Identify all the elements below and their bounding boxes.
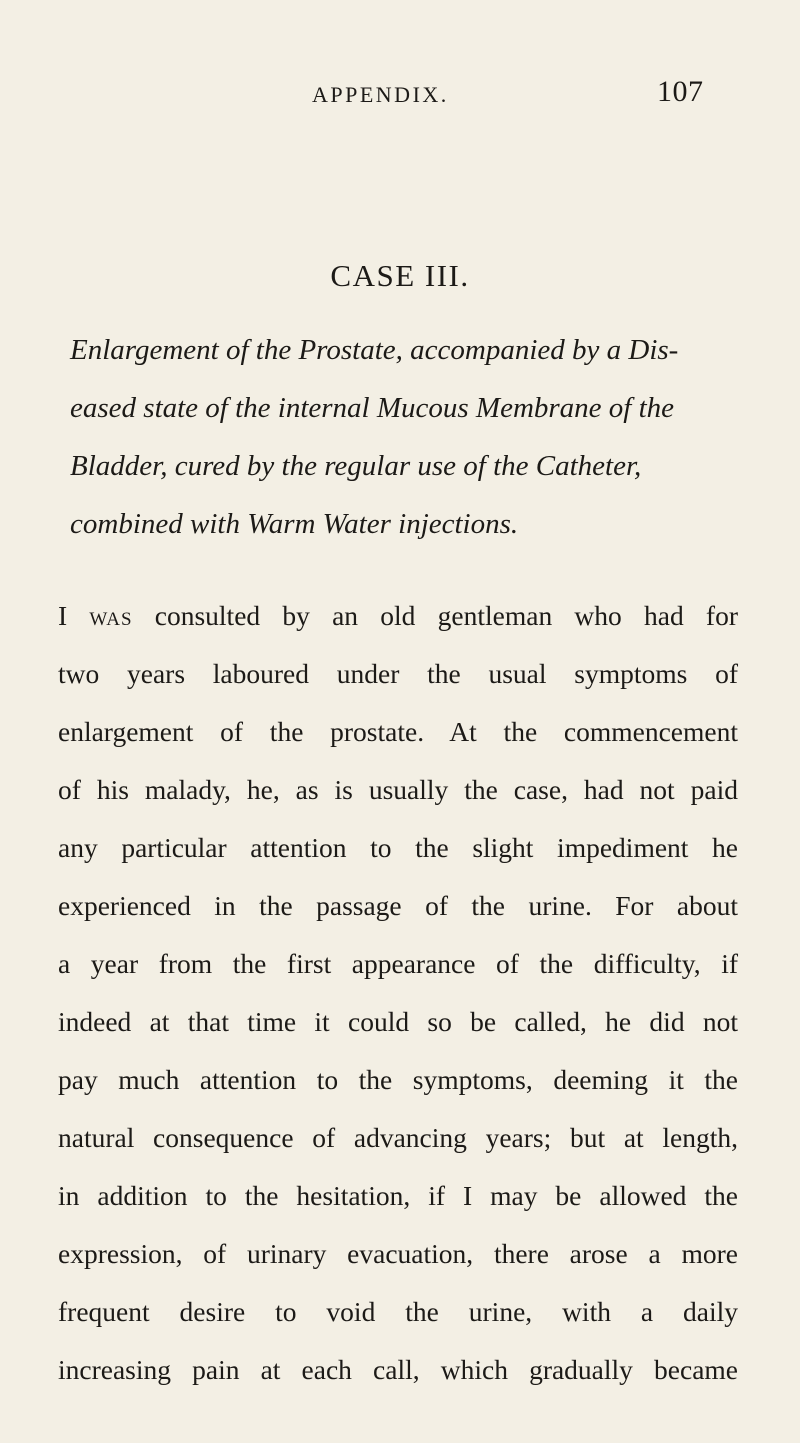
body-line: experienced in the passage of the urine. For about: [58, 890, 738, 921]
small-caps-word: was: [89, 600, 133, 631]
first-line-rest: consulted by an old gentleman who had for: [132, 600, 738, 631]
body-line: pay much attention to the symptoms, deeming it the: [58, 1064, 738, 1095]
body-line: increasing pain at each call, which gradually became: [58, 1354, 738, 1385]
body-line: expression, of urinary evacuation, there arose a more: [58, 1238, 738, 1269]
initial-letter: I: [58, 600, 68, 631]
body-line: any particular attention to the slight impediment he: [58, 832, 738, 863]
case-heading: CASE III.: [330, 258, 470, 293]
body-line: in addition to the hesitation, if I may be allowed the: [58, 1180, 738, 1211]
body-first-line: [58, 600, 738, 632]
body-line: natural consequence of advancing years; but at length,: [58, 1122, 738, 1153]
case-subtitle-line: eased state of the internal Mucous Membrane of the: [70, 392, 675, 424]
body-line: enlargement of the prostate. At the commencement: [58, 716, 738, 747]
page-number: 107: [657, 75, 704, 108]
running-head: APPENDIX.: [312, 82, 449, 107]
body-line: a year from the first appearance of the difficulty, if: [58, 948, 738, 979]
body-line: of his malady, he, as is usually the case, had not paid: [58, 774, 738, 805]
body-line: frequent desire to void the urine, with a daily: [58, 1296, 738, 1327]
case-subtitle-line: Bladder, cured by the regular use of the Catheter,: [70, 450, 642, 482]
body-line: two years laboured under the usual symptoms of: [58, 658, 738, 689]
case-subtitle-line: combined with Warm Water injections.: [70, 508, 519, 540]
case-subtitle-line: Enlargement of the Prostate, accompanied by a Dis-: [70, 334, 679, 366]
body-line: indeed at that time it could so be called, he did not: [58, 1006, 738, 1037]
